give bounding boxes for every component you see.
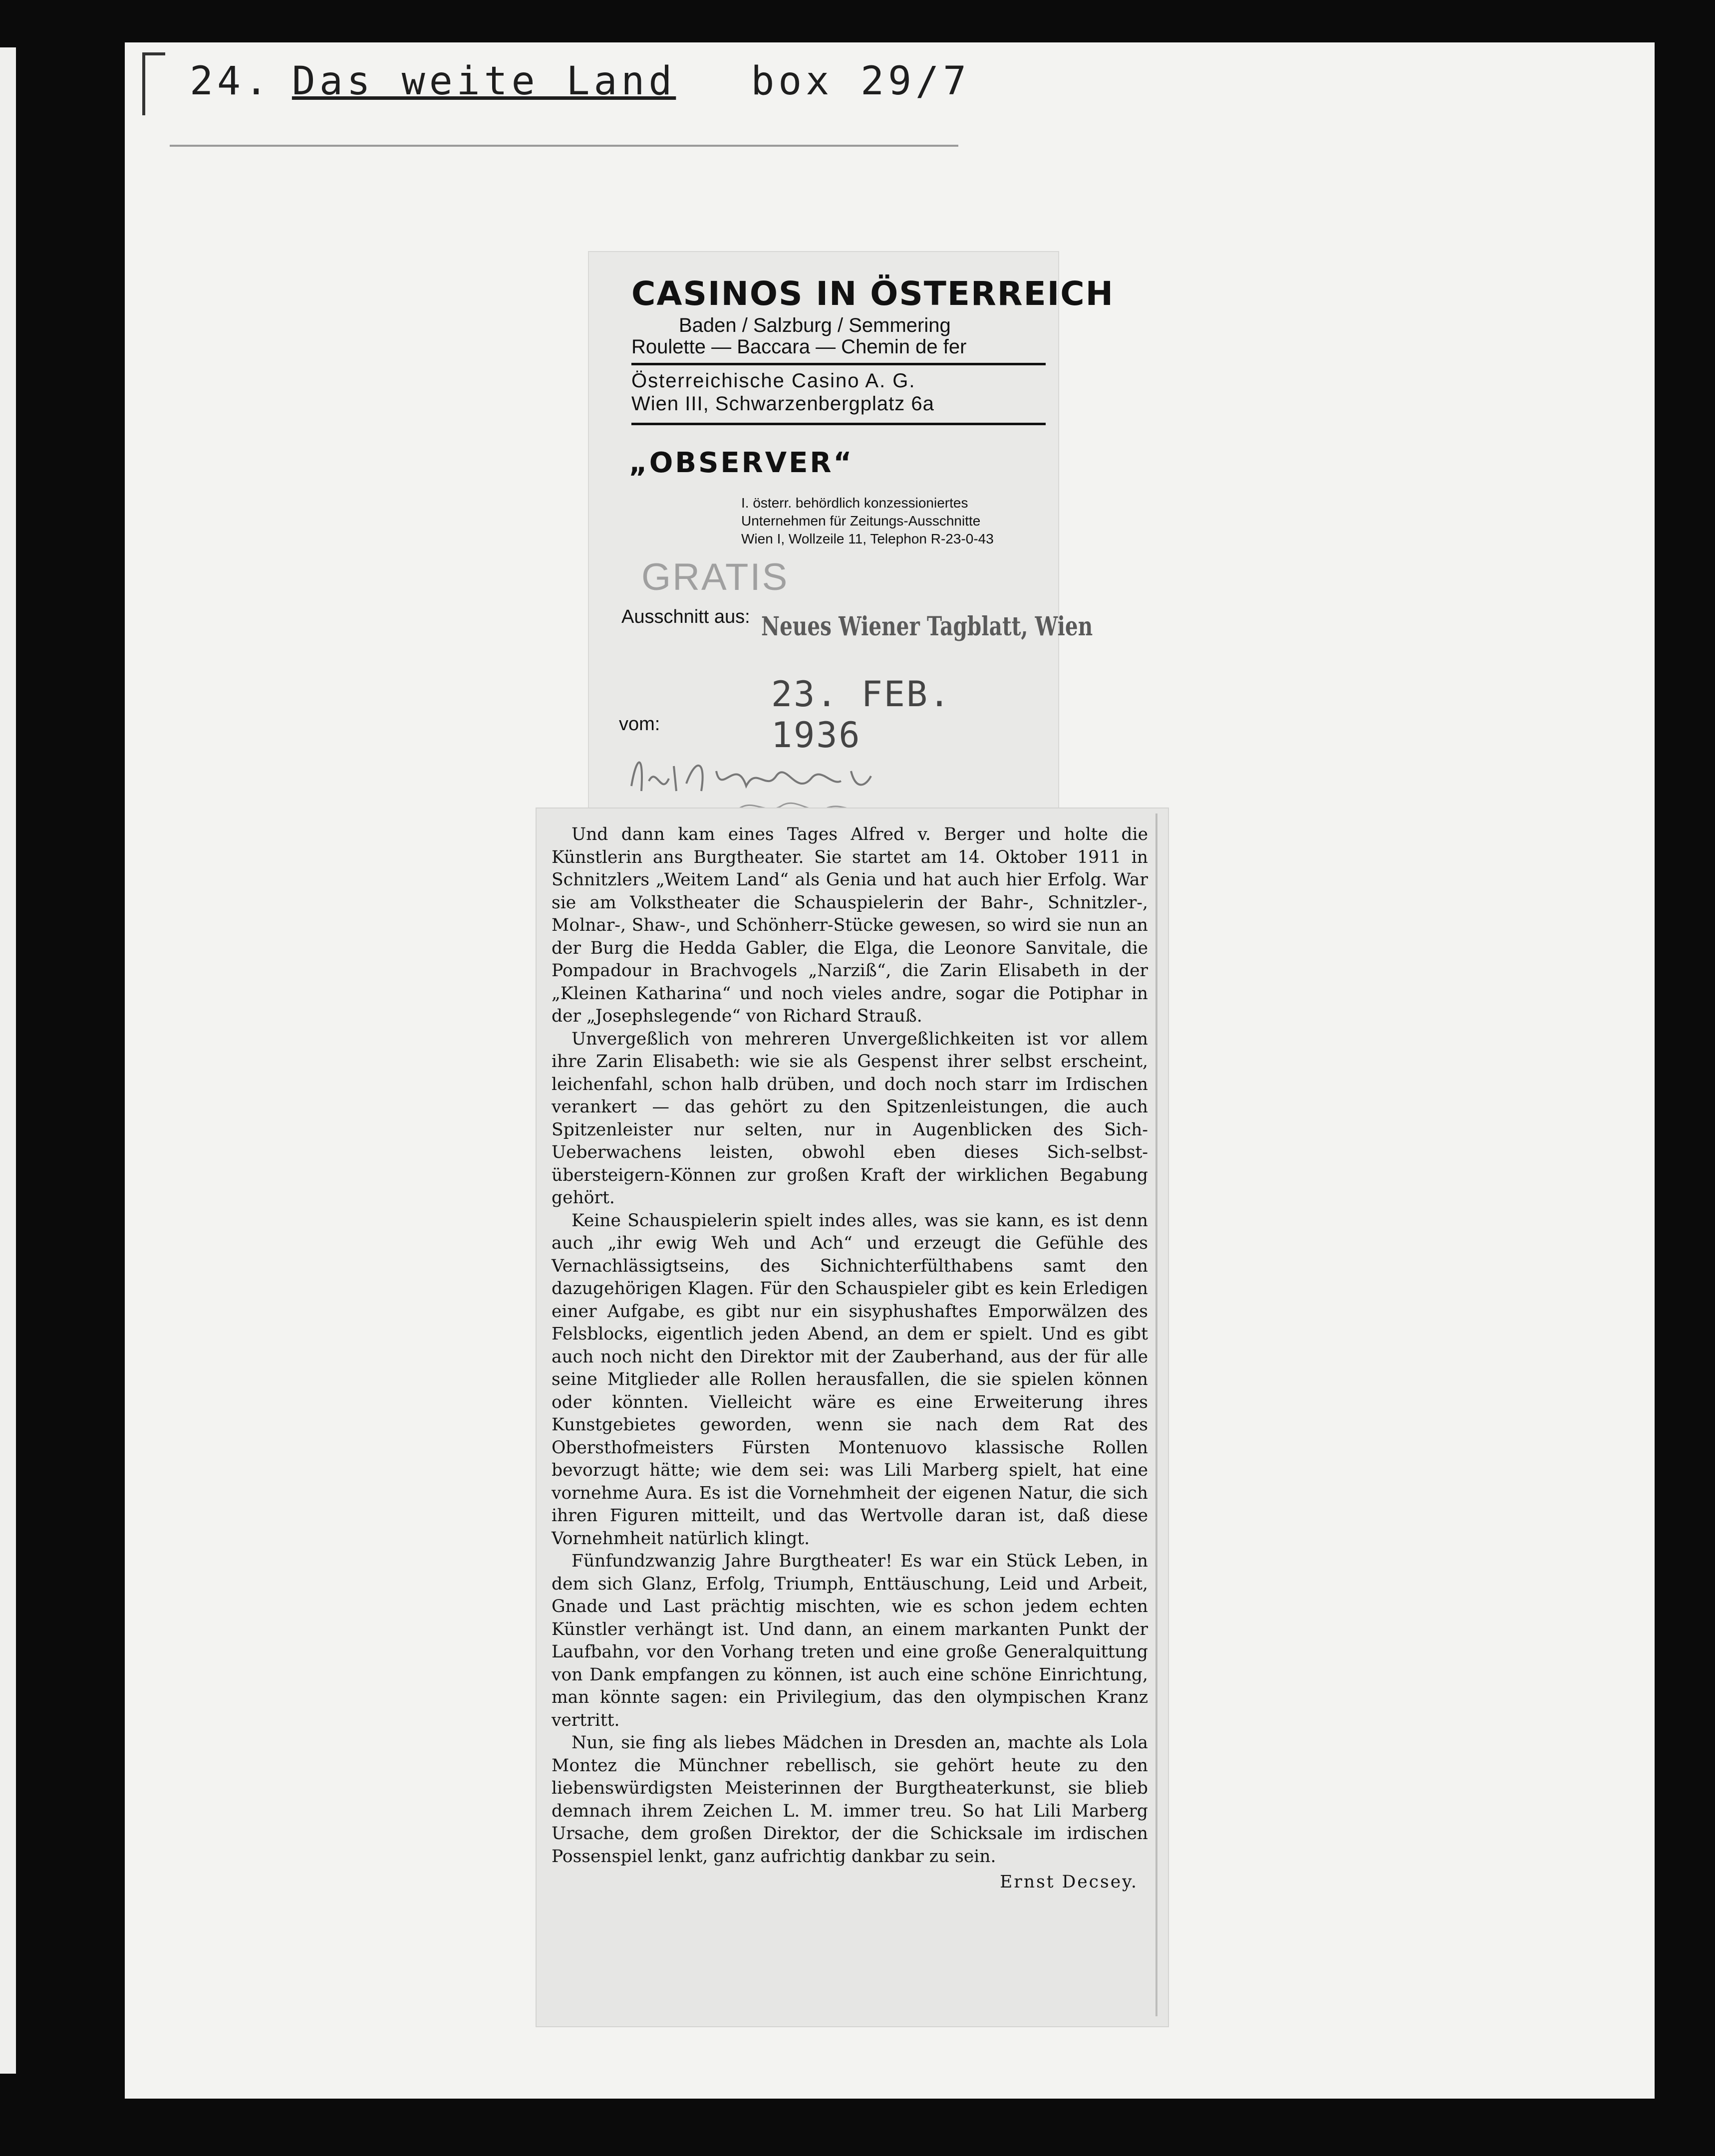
casino-cities: Baden / Salzburg / Semmering [679, 314, 951, 336]
observer-desc-line: Unternehmen für Zeitungs-Ausschnitte [741, 513, 981, 529]
newspaper-clipping [537, 808, 1168, 2026]
observer-desc-line: I. österr. behördlich konzessioniertes [741, 495, 968, 511]
vom-label: vom: [619, 714, 660, 735]
casino-title: CASINOS IN ÖSTERREICH [631, 274, 1114, 313]
article-paragraph: Unvergeßlich von mehreren Unvergeßlichkeiten ist vor allem ihre Zarin Elisabeth: wie sie als Gespenst ihrer selbst erscheint, leichenfahl, schon halb drüben, und doch noch starr im Irdischen verankert — das gehört zu den Spitzenleistungen, die auch Spitzenleister nur selten, nur in Augenblicken des Sich-Ueberwachens leisten, obwohl eben dieses Sich-selbst-übersteigern-Können zur großen Kraft der wirklichen Begabung gehört. [552, 1029, 1148, 1208]
article-paragraph: Fünfundzwanzig Jahre Burgtheater! Es war ein Stück Leben, in dem sich Glanz, Erfolg, Triumph, Enttäuschung, Leid und Arbeit, Gnade und Last prächtig mischten, wie es schon jedem echten Künstler verhängt ist. Und dann, an einem markanten Punkt der Laufbahn, vor den Vorhang treten und eine große Generalquittung von Dank empfangen zu können, ist auch eine schöne Einrichtung, man könnte sagen: ein Privilegium, das den olympischen Kranz vertritt. [552, 1551, 1148, 1730]
archive-header [190, 59, 970, 104]
header-box: box 29/7 [751, 59, 971, 104]
observer-desc-line: Wien I, Wollzeile 11, Telephon R-23-0-43 [741, 531, 994, 546]
header-title: Das weite Land [291, 59, 676, 104]
date-stamp: 23. FEB. 1936 [771, 674, 952, 756]
article-paragraph: Keine Schauspielerin spielt indes alles, was sie kann, es ist denn auch „ihr ewig Weh und Ach“ und erzeugt die Gefühle des Vernachlässigtseins, des Sichnichterfülthabens samt den dazugehörigen Klagen. Für den Schauspieler gibt es kein Erledigen einer Aufgabe, es gibt nur ein sisyphushaftes Emporwälzen des Felsblocks, eigentlich jeden Abend, an dem er spielt. Und es gibt auch noch nicht den Direktor mit der Zauberhand, aus der für alle seine Mitglieder alle Rollen herausfallen, die sie spielen können oder könnten. Vielleicht wäre es eine Erweiterung ihres Kunstgebietes geworden, wenn sie nach dem Rat des Obersthofmeisters Fürsten Montenuovo klassische Rollen bevorzugt hätte; wie dem sei: was Lili Marberg spielt, hat eine vornehme Aura. Es ist die Vornehmheit der eigenen Natur, die sich ihren Figuren mitteilt, und das Wertvolle daran ist, daß diese Vornehmheit natürlich klingt. [552, 1210, 1148, 1549]
article-body [552, 823, 1148, 1894]
newspaper-name-stamp: Neues Wiener Tagblatt, Wien [761, 611, 1093, 642]
header-number: 24. [190, 59, 272, 104]
casino-games: Roulette — Baccara — Chemin de fer [631, 336, 967, 358]
observer-name: „OBSERVER“ [629, 447, 854, 479]
column-rule [1155, 813, 1157, 2016]
slip-divider [631, 423, 1046, 425]
corner-crop-mark [142, 52, 165, 115]
header-rule [170, 145, 958, 147]
slip-divider [631, 363, 1046, 365]
article-signature: Ernst Decsey. [1000, 1872, 1138, 1892]
article-paragraph: Nun, sie fing als liebes Mädchen in Dresden an, machte als Lola Montez die Münchner rebellisch, sie gehört heute zu den liebenswürdigsten Meisterinnen der Burgtheaterkunst, sie blieb demnach ihrem Zeichen L. M. immer treu. So hat Lili Marberg Ursache, dem großen Direktor, der die Schicksale im irdischen Possenspiel lenkt, ganz aufrichtig dankbar zu sein. [552, 1733, 1148, 1867]
ausschnitt-label: Ausschnitt aus: [621, 606, 750, 627]
gratis-stamp: GRATIS [641, 556, 789, 598]
observer-slip [589, 252, 1114, 831]
casino-address: Wien III, Schwarzenbergplatz 6a [631, 393, 934, 415]
casino-company: Österreichische Casino A. G. [631, 370, 916, 392]
observer-description [741, 494, 1041, 548]
film-edge-strip [0, 47, 16, 2074]
article-paragraph: Und dann kam eines Tages Alfred v. Berger und holte die Künstlerin ans Burgtheater. Sie startet am 14. Oktober 1911 in Schnitzlers „Weitem Land“ als Genia und hat auch hier Erfolg. War sie am Volkstheater die Schauspielerin der Bahr-, Schnitzler-, Molnar-, Shaw-, und Schönherr-Stücke gewesen, so wird sie nun an der Burg die Hedda Gabler, die Elga, die Leonore Sanvitale, die Pompadour in Brachvogels „Narziß“, die Zarin Elisabeth in der „Kleinen Katharina“ und noch vieles andre, sogar die Potiphar in der „Josephslegende“ von Richard Strauß. [552, 824, 1148, 1026]
